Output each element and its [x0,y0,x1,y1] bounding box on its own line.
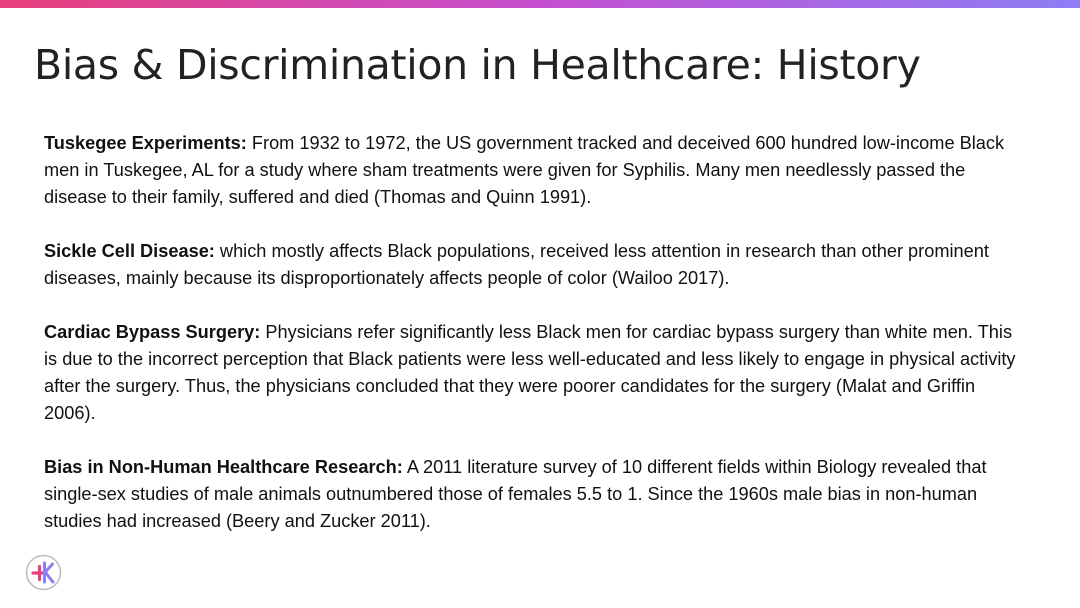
paragraph-term: Bias in Non-Human Healthcare Research: [44,457,403,477]
plus-k-logo-icon [25,554,62,591]
paragraph-text: From 1932 to 1972, the US government tracked and deceived 600 hundred low-income Black men in Tuskegee, AL for a study where sham treatments were given for Syphilis. Many men needlessly passed the disease to their family, suffered and died (Thomas and Quinn 1991). [44,133,1005,207]
paragraph-sickle-cell [44,238,1024,292]
paragraph-term: Sickle Cell Disease: [44,241,215,261]
paragraph-text: which mostly affects Black populations, received less attention in research than other prominent diseases, mainly because its disproportionately affects people of color (Wailoo 2017). [44,241,989,288]
paragraph-text: A 2011 literature survey of 10 different fields within Biology revealed that single-sex studies of male animals outnumbered those of females 5.5 to 1. Since the 1960s male bias in non-human studies had increased (Beery and Zucker 2011). [44,457,987,531]
slide-body [44,130,1024,562]
paragraph-tuskegee [44,130,1024,211]
paragraph-cardiac-bypass [44,319,1024,427]
paragraph-text: Physicians refer significantly less Black men for cardiac bypass surgery than white men. This is due to the incorrect perception that Black patients were less well-educated and less likely to engage in physical activity after the surgery. Thus, the physicians concluded that they were poorer candidates for the surgery (Malat and Griffin 2006). [44,322,1016,423]
top-accent-bar [0,0,1080,8]
slide-title: Bias & Discrimination in Healthcare: History [34,41,921,89]
paragraph-non-human-research [44,454,1024,535]
paragraph-term: Tuskegee Experiments: [44,133,247,153]
paragraph-term: Cardiac Bypass Surgery: [44,322,261,342]
